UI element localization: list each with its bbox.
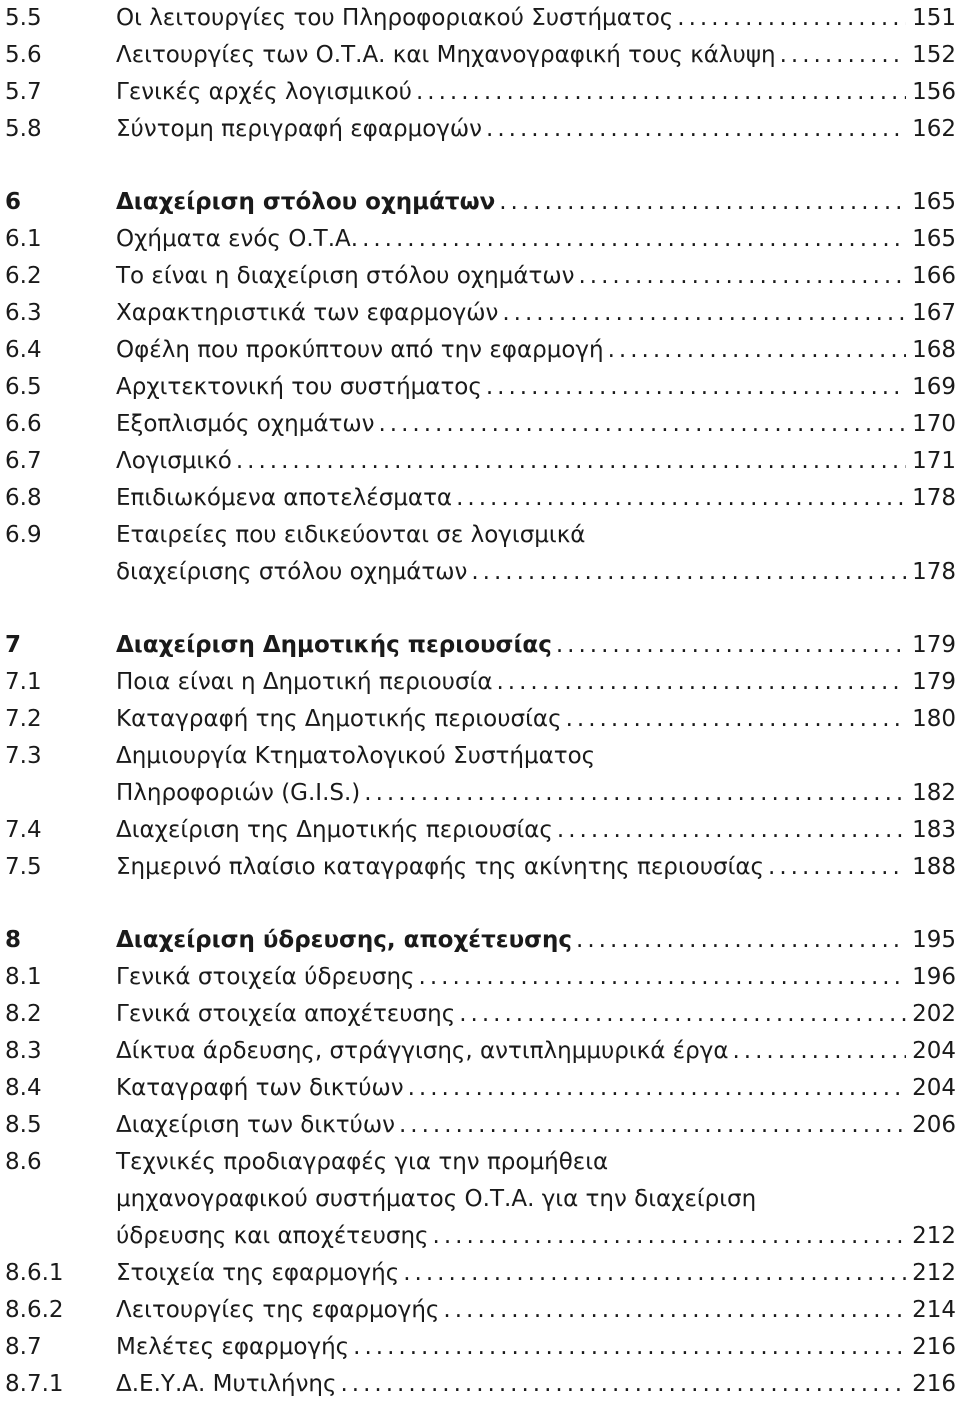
dot-leader — [557, 812, 906, 849]
toc-entry — [0, 74, 960, 111]
toc-title: Διαχείριση ύδρευσης, αποχέτευσης — [116, 927, 573, 953]
toc-page-number: 168 — [912, 337, 956, 363]
dot-leader — [378, 406, 906, 443]
toc-entry-continued — [0, 1144, 960, 1181]
toc-title: Εξοπλισμός οχημάτων — [116, 411, 375, 437]
toc-page-number: 206 — [912, 1112, 956, 1138]
toc-line — [116, 1366, 956, 1403]
toc-page-number: 165 — [912, 226, 956, 252]
toc-entry-continued — [0, 1181, 960, 1218]
dot-leader — [486, 111, 906, 148]
dot-leader — [353, 1329, 906, 1366]
toc-page-number: 212 — [912, 1223, 956, 1249]
dot-leader — [556, 627, 906, 664]
toc-page-number: 151 — [912, 5, 956, 31]
dot-leader — [486, 369, 906, 406]
toc-entry — [0, 922, 960, 959]
toc-title: Δίκτυα άρδευσης, στράγγισης, αντιπλημμυρικά έργα — [116, 1038, 729, 1064]
toc-entry — [0, 812, 960, 849]
toc-page-number: 216 — [912, 1371, 956, 1397]
toc-number: 6.3 — [5, 300, 42, 326]
toc-page-number: 179 — [912, 632, 956, 658]
toc-title: Σημερινό πλαίσιο καταγραφής της ακίνητης περιουσίας — [116, 854, 765, 880]
toc-line — [116, 959, 956, 996]
toc-number: 8.2 — [5, 1001, 42, 1027]
dot-leader — [408, 1070, 906, 1107]
toc-entry-continued — [0, 738, 960, 775]
toc-title: Ποια είναι η Δημοτική περιουσία — [116, 669, 493, 695]
toc-number: 7.5 — [5, 854, 42, 880]
toc-line — [116, 369, 956, 406]
toc-line — [116, 554, 956, 591]
toc-entry — [0, 701, 960, 738]
toc-entry — [0, 554, 960, 591]
toc-title: Καταγραφή των δικτύων — [116, 1075, 404, 1101]
dot-leader — [471, 554, 906, 591]
toc-line — [116, 0, 956, 37]
dot-leader — [456, 480, 906, 517]
toc-page-number: 179 — [912, 669, 956, 695]
toc-title: Δημιουργία Κτηματολογικού Συστήματος — [116, 743, 596, 769]
toc-page-number: 156 — [912, 79, 956, 105]
toc-number: 6.9 — [5, 522, 42, 548]
toc-number: 6.5 — [5, 374, 42, 400]
toc-entry — [0, 664, 960, 701]
toc-line — [116, 221, 956, 258]
toc-page-number: 204 — [912, 1075, 956, 1101]
dot-leader — [576, 922, 906, 959]
toc-line — [116, 111, 956, 148]
toc-title: Μελέτες εφαρμογής — [116, 1334, 350, 1360]
toc-line — [116, 37, 956, 74]
toc-title: διαχείρισης στόλου οχημάτων — [116, 559, 468, 585]
toc-entry — [0, 369, 960, 406]
toc-title: Επιδιωκόμενα αποτελέσματα — [116, 485, 453, 511]
toc-page-number: 152 — [912, 42, 956, 68]
dot-leader — [780, 37, 906, 74]
toc-entry — [0, 1218, 960, 1255]
toc-number: 6.1 — [5, 226, 42, 252]
toc-number: 8.6.2 — [5, 1297, 64, 1323]
toc-number: 7.1 — [5, 669, 42, 695]
toc-line — [116, 74, 956, 111]
dot-leader — [496, 664, 906, 701]
toc-title: Σύντομη περιγραφή εφαρμογών — [116, 116, 483, 142]
toc-title: Γενικά στοιχεία ύδρευσης — [116, 964, 415, 990]
toc-title: Στοιχεία της εφαρμογής — [116, 1260, 400, 1286]
toc-page-number: 167 — [912, 300, 956, 326]
toc-entry — [0, 406, 960, 443]
dot-leader — [459, 996, 906, 1033]
toc-number: 5.7 — [5, 79, 42, 105]
dot-leader — [566, 701, 907, 738]
toc-entry — [0, 959, 960, 996]
toc-line — [116, 627, 956, 664]
toc-number: 8.4 — [5, 1075, 42, 1101]
toc-title: Πληροφοριών (G.I.S.) — [116, 780, 361, 806]
toc-line — [116, 996, 956, 1033]
toc-number: 8.7 — [5, 1334, 42, 1360]
dot-leader — [499, 184, 906, 221]
toc-line — [116, 295, 956, 332]
toc-page-number: 202 — [912, 1001, 956, 1027]
toc-entry — [0, 480, 960, 517]
toc-entry — [0, 37, 960, 74]
toc-number: 6.4 — [5, 337, 42, 363]
toc-entry — [0, 221, 960, 258]
toc-title: Διαχείριση των δικτύων — [116, 1112, 395, 1138]
toc-title: Λογισμικό — [116, 448, 232, 474]
toc-number: 5.8 — [5, 116, 42, 142]
toc-entry-continued — [0, 517, 960, 554]
dot-leader — [433, 1218, 907, 1255]
dot-leader — [677, 0, 906, 37]
toc-page-number: 178 — [912, 559, 956, 585]
toc-title: Γενικές αρχές λογισμικού — [116, 79, 412, 105]
toc-line — [116, 775, 956, 812]
toc-title: ύδρευσης και αποχέτευσης — [116, 1223, 429, 1249]
toc-number: 6.7 — [5, 448, 42, 474]
toc-entry — [0, 1033, 960, 1070]
toc-title: Γενικά στοιχεία αποχέτευσης — [116, 1001, 456, 1027]
toc-title: Διαχείριση στόλου οχημάτων — [116, 189, 496, 215]
toc-entry — [0, 1366, 960, 1403]
toc-number: 6.8 — [5, 485, 42, 511]
toc-number: 6 — [5, 189, 22, 215]
dot-leader — [341, 1366, 907, 1403]
toc-number: 7.4 — [5, 817, 42, 843]
toc-line — [116, 664, 956, 701]
toc-entry — [0, 443, 960, 480]
dot-leader — [502, 295, 906, 332]
toc-line — [116, 1255, 956, 1292]
toc-number: 7.3 — [5, 743, 42, 769]
toc-page-number: 178 — [912, 485, 956, 511]
toc-line — [116, 480, 956, 517]
toc-number: 6.6 — [5, 411, 42, 437]
toc-line — [116, 1218, 956, 1255]
toc-page-number: 195 — [912, 927, 956, 953]
toc-entry — [0, 996, 960, 1033]
toc-page-number: 169 — [912, 374, 956, 400]
toc-page-number: 170 — [912, 411, 956, 437]
toc-entry — [0, 1255, 960, 1292]
toc-entry — [0, 111, 960, 148]
toc-entry — [0, 184, 960, 221]
toc-entry — [0, 1292, 960, 1329]
toc-line — [116, 1329, 956, 1366]
dot-leader — [578, 258, 906, 295]
toc-line — [116, 184, 956, 221]
toc-number: 7.2 — [5, 706, 42, 732]
toc-entry — [0, 1107, 960, 1144]
toc-title: μηχανογραφικού συστήματος Ο.Τ.Α. για την διαχείριση — [116, 1186, 757, 1212]
toc-line — [116, 406, 956, 443]
dot-leader — [399, 1107, 906, 1144]
toc-line — [116, 1070, 956, 1107]
toc-page-number: 214 — [912, 1297, 956, 1323]
toc-page-number: 180 — [912, 706, 956, 732]
toc-line — [116, 443, 956, 480]
toc-title: Διαχείριση της Δημοτικής περιουσίας — [116, 817, 553, 843]
toc-number: 8 — [5, 927, 22, 953]
toc-line — [116, 258, 956, 295]
toc-line — [116, 332, 956, 369]
toc-title: Λειτουργίες των Ο.Τ.Α. και Μηχανογραφική τους κάλυψη — [116, 42, 776, 68]
toc-title: Καταγραφή της Δημοτικής περιουσίας — [116, 706, 562, 732]
toc-title: Το είναι η διαχείριση στόλου οχημάτων — [116, 263, 575, 289]
toc-entry — [0, 1070, 960, 1107]
toc-title: Οφέλη που προκύπτουν από την εφαρμογή — [116, 337, 604, 363]
toc-title: Λειτουργίες της εφαρμογής — [116, 1297, 440, 1323]
toc-page-number: 196 — [912, 964, 956, 990]
toc-number: 8.6 — [5, 1149, 42, 1175]
toc-title: Τεχνικές προδιαγραφές για την προμήθεια — [116, 1149, 609, 1175]
toc-line — [116, 922, 956, 959]
toc-page-number: 183 — [912, 817, 956, 843]
toc-entry — [0, 258, 960, 295]
toc-page-number: 162 — [912, 116, 956, 142]
dot-leader — [608, 332, 907, 369]
dot-leader — [364, 775, 906, 812]
toc-line — [116, 849, 956, 886]
toc-page-number: 212 — [912, 1260, 956, 1286]
dot-leader — [416, 74, 906, 111]
toc-page-number: 165 — [912, 189, 956, 215]
toc-line — [116, 1292, 956, 1329]
dot-leader — [732, 1033, 906, 1070]
toc-page-number: 216 — [912, 1334, 956, 1360]
dot-leader — [362, 221, 906, 258]
toc-number: 5.5 — [5, 5, 42, 31]
toc-line — [116, 701, 956, 738]
toc-entry — [0, 849, 960, 886]
toc-title: Χαρακτηριστικά των εφαρμογών — [116, 300, 499, 326]
toc-entry — [0, 1329, 960, 1366]
toc-title: Οχήματα ενός Ο.Τ.Α. — [116, 226, 359, 252]
toc-entry — [0, 332, 960, 369]
toc-page-number: 171 — [912, 448, 956, 474]
toc-page-number: 204 — [912, 1038, 956, 1064]
dot-leader — [419, 959, 907, 996]
toc-page-number: 182 — [912, 780, 956, 806]
toc-page-number: 166 — [912, 263, 956, 289]
toc-title: Δ.Ε.Υ.Α. Μυτιλήνης — [116, 1371, 337, 1397]
toc-line — [116, 1107, 956, 1144]
toc-number: 8.5 — [5, 1112, 42, 1138]
toc-line — [116, 812, 956, 849]
toc-entry — [0, 775, 960, 812]
dot-leader — [768, 849, 906, 886]
toc-entry — [0, 627, 960, 664]
toc-entry — [0, 295, 960, 332]
toc-number: 8.7.1 — [5, 1371, 64, 1397]
toc-number: 7 — [5, 632, 22, 658]
toc-number: 5.6 — [5, 42, 42, 68]
dot-leader — [236, 443, 906, 480]
toc-number: 6.2 — [5, 263, 42, 289]
toc-title: Οι λειτουργίες του Πληροφοριακού Συστήματος — [116, 5, 674, 31]
dot-leader — [443, 1292, 906, 1329]
dot-leader — [403, 1255, 906, 1292]
toc-title: Διαχείριση Δημοτικής περιουσίας — [116, 632, 552, 658]
toc-entry — [0, 0, 960, 37]
toc-number: 8.6.1 — [5, 1260, 64, 1286]
toc-page-number: 188 — [912, 854, 956, 880]
toc-line — [116, 1033, 956, 1070]
toc-title: Αρχιτεκτονική του συστήματος — [116, 374, 482, 400]
toc-number: 8.1 — [5, 964, 42, 990]
toc-title: Εταιρείες που ειδικεύονται σε λογισμικά — [116, 522, 586, 548]
toc-number: 8.3 — [5, 1038, 42, 1064]
